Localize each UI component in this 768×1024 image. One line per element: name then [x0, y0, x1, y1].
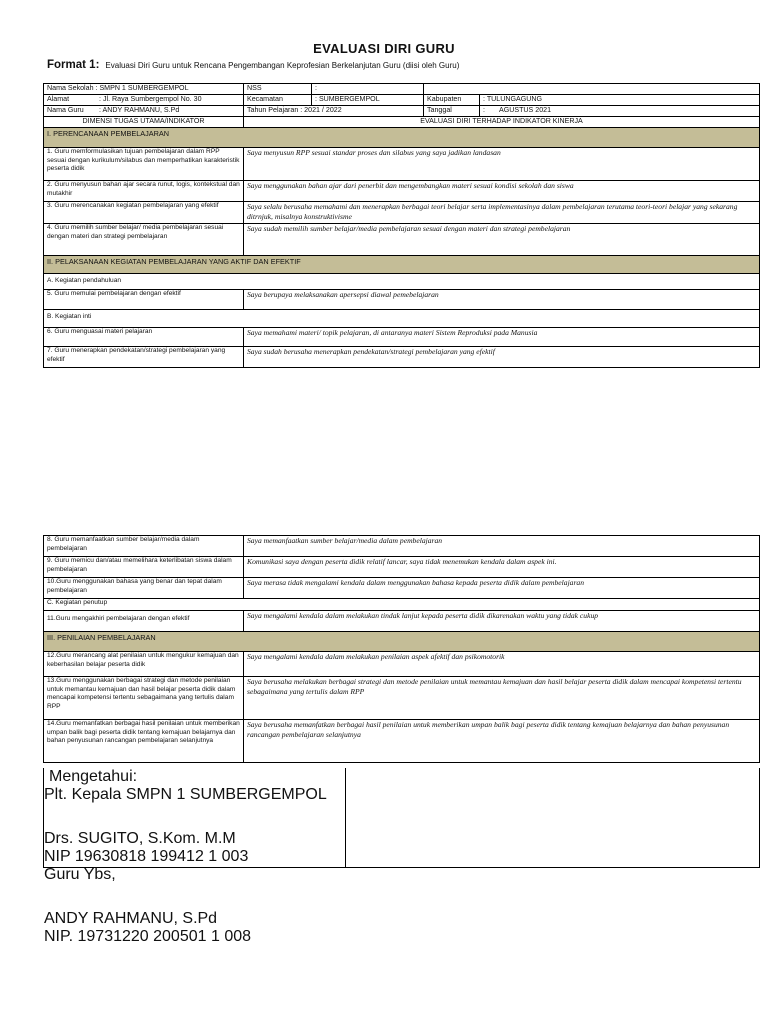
indicator-14: 14.Guru memanfatkan berbagai hasil penilaian untuk memberikan umpan balik bagi peserta didik tentang kemajuan belajarnya dan bahan penyusunan rancangan pembelajaran selanjutnya	[44, 720, 244, 763]
signature-box	[43, 768, 760, 945]
indicator-1: 1. Guru memformulasikan tujuan pembelajaran dalam RPP sesuai dengan kurikulum/silabus dan memperhatikan karakteristik peserta didik	[44, 148, 244, 181]
evaluation-7: Saya sudah berusaha menerapkan pendekatan/strategi pembelajaran yang efektif	[244, 347, 760, 368]
teacher-name-value: : ANDY RAHMANU, S.Pd	[99, 106, 180, 114]
school-year: Tahun Pelajaran : 2021 / 2022	[244, 106, 424, 117]
principal-signature	[44, 768, 759, 866]
regency-value: : TULUNGAGUNG	[480, 95, 760, 106]
regency-label: Kabupaten	[424, 95, 480, 106]
address-label: Alamat	[47, 95, 70, 103]
date-label: Tanggal	[424, 106, 480, 117]
date-value: AGUSTUS 2021	[499, 106, 552, 114]
section-header-assessment: III. PENILAIAN PEMBELAJARAN	[44, 632, 760, 652]
signature-divider	[345, 768, 346, 867]
evaluation-10: Saya merasa tidak mengalami kendala dalam menggunakan bahasa kepada peserta didik dalam pembelajaran	[244, 578, 760, 599]
indicator-7: 7. Guru menerapkan pendekatan/strategi pembelajaran yang efektif	[44, 347, 244, 368]
section-header-planning: I. PERENCANAAN PEMBELAJARAN	[44, 128, 760, 148]
format-line	[47, 59, 459, 71]
teacher-signature-title: Guru Ybs,	[44, 866, 116, 883]
indicator-3: 3. Guru merencanakan kegiatan pembelajaran yang efektif	[44, 202, 244, 224]
teacher-signature-nip: NIP. 19731220 200501 1 008	[44, 928, 252, 945]
evaluation-11: Saya mengalami kendala dalam melakukan tindak lanjut kepada peserta didik dikarenakan waktu yang tidak cukup	[244, 611, 760, 632]
evaluation-6: Saya memahami materi/ topik pelajaran, di antaranya materi Sistem Reproduksi pada Manusia	[244, 328, 760, 347]
principal-title: Plt. Kepala SMPN 1 SUMBERGEMPOL	[44, 786, 327, 803]
evaluation-4: Saya sudah memilih sumber belajar/media pembelajaran sesuai dengan materi dan strategi pembelajaran	[244, 224, 760, 256]
date-value-cell	[480, 106, 760, 117]
indicator-2: 2. Guru menyusun bahan ajar secara runut, logis, kontekstual dan mutakhir	[44, 181, 244, 202]
section-header-implementation: II. PELAKSANAAN KEGIATAN PEMBELAJARAN YANG AKTIF DAN EFEKTIF	[44, 256, 760, 274]
nss-label: NSS	[244, 84, 312, 95]
column-header-evaluation: EVALUASI DIRI TERHADAP INDIKATOR KINERJA	[244, 117, 760, 128]
principal-name: Drs. SUGITO, S.Kom. M.M	[44, 830, 236, 847]
indicator-10: 10.Guru menggunakan bahasa yang benar dan tepat dalam pembelajaran	[44, 578, 244, 599]
evaluation-table-page1	[43, 83, 760, 368]
nss-value	[424, 84, 760, 95]
nss-colon: :	[312, 84, 424, 95]
subsection-core: B. Kegiatan inti	[44, 310, 760, 328]
indicator-11: 11.Guru mengakhiri pembelajaran dengan efektif	[44, 611, 244, 632]
evaluation-table-page2	[43, 535, 760, 763]
format-label: Format 1:	[47, 59, 100, 71]
teacher-signature	[44, 866, 759, 946]
subsection-opening: A. Kegiatan pendahuluan	[44, 274, 760, 290]
indicator-6: 6. Guru menguasai materi pelajaran	[44, 328, 244, 347]
indicator-12: 12.Guru merancang alat penilaian untuk mengukur kemajuan dan keberhasilan belajar peserta didik	[44, 652, 244, 677]
evaluation-12: Saya mengalami kendala dalam melakukan penilaian aspek afektif dan psikomotorik	[244, 652, 760, 677]
date-colon: :	[483, 106, 485, 114]
evaluation-14: Saya berusaha memanfatkan berbagai hasil penilaian untuk memberikan umpan balik bagi peserta didik tentang kemajuan belajarnya dan bahan penyusunan rancangan pembelajaran selanjutnya	[244, 720, 760, 763]
page-title: EVALUASI DIRI GURU	[313, 41, 455, 56]
format-text: Evaluasi Diri Guru untuk Rencana Pengembangan Keprofesian Berkelanjutan Guru (diisi oleh Guru)	[105, 61, 460, 70]
teacher-name-cell	[44, 106, 244, 117]
indicator-8: 8. Guru memanfaatkan sumber belajar/media dalam pembelajaran	[44, 536, 244, 557]
evaluation-3: Saya selalu berusaha memahami dan menerapkan berbagai teori belajar serta implementasinya dalam pembelajaran terutama teori-teori belajar yang sekarang ditrnjuk, misalnya konstruktivisme	[244, 202, 760, 224]
evaluation-9: Komunikasi saya dengan peserta didik relatif lancar, saya tidak menemukan kendala dalam aspek ini.	[244, 557, 760, 578]
indicator-13: 13.Guru menggunakan berbagai strategi dan metode penilaian untuk memantau kemajuan dan hasil belajar peserta didik dalam mencapai kompetensi tertentu sebagaimana yang tertulis dalam RPP	[44, 677, 244, 720]
indicator-4: 4. Guru memilih sumber belajar/ media pembelajaran sesuai dengan materi dan strategi pembelajaran	[44, 224, 244, 256]
evaluation-13: Saya berusaha melakukan berbagai strategi dan metode penilaian untuk memantau kemajuan dan hasil belajar peserta didik dalam mencapai kompetensi tertentu sebagaimana yang tertulis dalam RPP	[244, 677, 760, 720]
evaluation-2: Saya menggunakan bahan ajar dari penerbit dan mengembangkan materi sesuai kondisi sekolah dan siswa	[244, 181, 760, 202]
district-value: : SUMBERGEMPOL	[312, 95, 424, 106]
address-value: : Jl. Raya Sumbergempol No. 30	[99, 95, 202, 103]
indicator-9: 9. Guru memicu dan/atau memelihara keterlibatan siswa dalam pembelajaran	[44, 557, 244, 578]
indicator-5: 5. Guru memulai pembelajaran dengan efektif	[44, 290, 244, 310]
teacher-name-label: Nama Guru	[47, 106, 84, 114]
acknowledged-label: Mengetahui:	[49, 768, 138, 785]
evaluation-8: Saya memanfaatkan sumber belajar/media dalam pembelajaran	[244, 536, 760, 557]
subsection-closing: C. Kegiatan penutup	[44, 599, 760, 611]
address-cell	[44, 95, 244, 106]
evaluation-5: Saya berupaya melaksanakan apersepsi diawal pemebelajaran	[244, 290, 760, 310]
column-header-dimension: DIMENSI TUGAS UTAMA/INDIKATOR	[44, 117, 244, 128]
district-label: Kecamatan	[244, 95, 312, 106]
school-name: Nama Sekolah : SMPN 1 SUMBERGEMPOL	[44, 84, 244, 95]
teacher-signature-name: ANDY RAHMANU, S.Pd	[44, 910, 218, 927]
evaluation-1: Saya menyusun RPP sesuai standar proses dan silabus yang saya jadikan landasan	[244, 148, 760, 181]
principal-nip: NIP 19630818 199412 1 003	[44, 848, 249, 865]
